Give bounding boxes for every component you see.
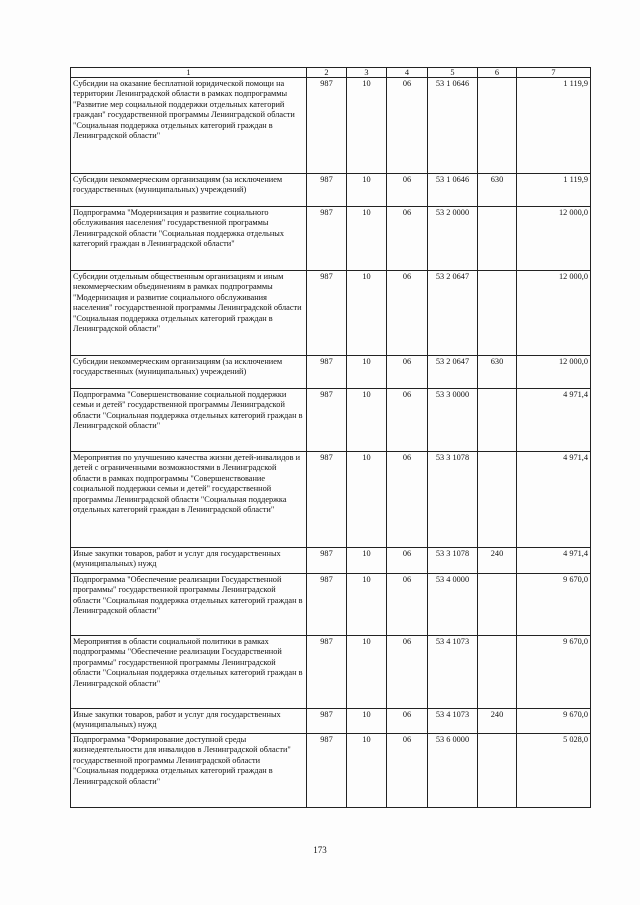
row-subsection-code: 06 <box>387 548 428 574</box>
table-row <box>71 452 591 548</box>
table-row <box>71 574 591 636</box>
row-target-article: 53 2 0647 <box>428 356 478 389</box>
row-description: Подпрограмма "Модернизация и развитие социального обслуживания населения" государственной программы Ленинградской области "Социальная поддержка отдельных категорий граждан в Ленинградской области" <box>71 207 307 271</box>
row-section-code: 10 <box>347 174 387 207</box>
row-amount: 1 119,9 <box>517 174 591 207</box>
row-expense-type <box>478 78 517 174</box>
row-target-article: 53 3 0000 <box>428 389 478 452</box>
row-amount: 4 971,4 <box>517 548 591 574</box>
row-section-code: 10 <box>347 356 387 389</box>
header-col-5: 5 <box>428 68 478 78</box>
row-description: Субсидии отдельным общественным организациям и иным некоммерческим объединениям в рамках подпрограммы "Модернизация и развитие социального обслуживания населения" государственной программы Ленинградской области "Социальная поддержка отдельных категорий граждан в Ленинградской области" <box>71 271 307 356</box>
row-section-code: 10 <box>347 207 387 271</box>
table-row <box>71 548 591 574</box>
row-amount: 9 670,0 <box>517 636 591 709</box>
budget-table <box>70 67 591 808</box>
table-row <box>71 709 591 734</box>
row-ministry-code: 987 <box>307 734 347 808</box>
row-expense-type <box>478 574 517 636</box>
row-description: Подпрограмма "Совершенствование социальной поддержки семьи и детей" государственной программы Ленинградской области "Социальная поддержка отдельных категорий граждан в Ленинградской области" <box>71 389 307 452</box>
row-ministry-code: 987 <box>307 574 347 636</box>
header-col-3: 3 <box>347 68 387 78</box>
row-ministry-code: 987 <box>307 452 347 548</box>
row-expense-type: 240 <box>478 548 517 574</box>
row-description: Субсидии некоммерческим организациям (за исключением государственных (муниципальных) учреждений) <box>71 174 307 207</box>
row-target-article: 53 4 1073 <box>428 709 478 734</box>
table-row <box>71 734 591 808</box>
row-expense-type <box>478 207 517 271</box>
row-expense-type: 240 <box>478 709 517 734</box>
row-description: Иные закупки товаров, работ и услуг для государственных (муниципальных) нужд <box>71 548 307 574</box>
row-expense-type <box>478 271 517 356</box>
row-section-code: 10 <box>347 78 387 174</box>
header-col-4: 4 <box>387 68 428 78</box>
header-col-1: 1 <box>71 68 307 78</box>
row-description: Мероприятия по улучшению качества жизни детей-инвалидов и детей с ограниченными возможностями в Ленинградской области в рамках подпрограммы "Совершенствование социальной поддержки семьи и детей" государственной программы Ленинградской области "Социальная поддержка отдельных категорий граждан в Ленинградской области" <box>71 452 307 548</box>
row-subsection-code: 06 <box>387 574 428 636</box>
row-target-article: 53 4 1073 <box>428 636 478 709</box>
row-amount: 4 971,4 <box>517 389 591 452</box>
row-description: Субсидии некоммерческим организациям (за исключением государственных (муниципальных) учреждений) <box>71 356 307 389</box>
row-amount: 9 670,0 <box>517 574 591 636</box>
row-expense-type <box>478 452 517 548</box>
row-subsection-code: 06 <box>387 636 428 709</box>
row-expense-type <box>478 636 517 709</box>
row-expense-type: 630 <box>478 174 517 207</box>
row-amount: 1 119,9 <box>517 78 591 174</box>
row-expense-type <box>478 389 517 452</box>
row-description: Подпрограмма "Обеспечение реализации Государственной программы" государственной программы Ленинградской области "Социальная поддержка отдельных категорий граждан в Ленинградской области" <box>71 574 307 636</box>
row-target-article: 53 4 0000 <box>428 574 478 636</box>
row-target-article: 53 2 0647 <box>428 271 478 356</box>
row-target-article: 53 1 0646 <box>428 174 478 207</box>
row-section-code: 10 <box>347 271 387 356</box>
row-ministry-code: 987 <box>307 636 347 709</box>
row-amount: 4 971,4 <box>517 452 591 548</box>
row-ministry-code: 987 <box>307 389 347 452</box>
row-ministry-code: 987 <box>307 709 347 734</box>
row-subsection-code: 06 <box>387 389 428 452</box>
table-row <box>71 207 591 271</box>
row-target-article: 53 2 0000 <box>428 207 478 271</box>
row-amount: 12 000,0 <box>517 271 591 356</box>
row-section-code: 10 <box>347 452 387 548</box>
row-section-code: 10 <box>347 574 387 636</box>
row-subsection-code: 06 <box>387 734 428 808</box>
row-description: Иные закупки товаров, работ и услуг для государственных (муниципальных) нужд <box>71 709 307 734</box>
table-row <box>71 389 591 452</box>
row-amount: 12 000,0 <box>517 356 591 389</box>
row-ministry-code: 987 <box>307 356 347 389</box>
page-number: 173 <box>313 845 327 855</box>
row-ministry-code: 987 <box>307 271 347 356</box>
row-subsection-code: 06 <box>387 356 428 389</box>
row-section-code: 10 <box>347 548 387 574</box>
row-target-article: 53 6 0000 <box>428 734 478 808</box>
table-row <box>71 174 591 207</box>
row-target-article: 53 3 1078 <box>428 548 478 574</box>
row-subsection-code: 06 <box>387 452 428 548</box>
row-ministry-code: 987 <box>307 174 347 207</box>
row-section-code: 10 <box>347 709 387 734</box>
row-section-code: 10 <box>347 389 387 452</box>
row-section-code: 10 <box>347 636 387 709</box>
row-ministry-code: 987 <box>307 548 347 574</box>
row-subsection-code: 06 <box>387 174 428 207</box>
table-row <box>71 636 591 709</box>
table-row <box>71 271 591 356</box>
row-expense-type <box>478 734 517 808</box>
header-col-2: 2 <box>307 68 347 78</box>
row-subsection-code: 06 <box>387 78 428 174</box>
row-ministry-code: 987 <box>307 78 347 174</box>
row-description: Субсидии на оказание бесплатной юридической помощи на территории Ленинградской области в рамках подпрограммы "Развитие мер социальной поддержки отдельных категорий граждан" государственной программы Ленинградской области "Социальная поддержка отдельных категорий граждан в Ленинградской области" <box>71 78 307 174</box>
header-col-6: 6 <box>478 68 517 78</box>
row-amount: 5 028,0 <box>517 734 591 808</box>
row-target-article: 53 1 0646 <box>428 78 478 174</box>
row-amount: 12 000,0 <box>517 207 591 271</box>
row-section-code: 10 <box>347 734 387 808</box>
header-col-7: 7 <box>517 68 591 78</box>
row-amount: 9 670,0 <box>517 709 591 734</box>
row-subsection-code: 06 <box>387 271 428 356</box>
table-row <box>71 356 591 389</box>
row-description: Подпрограмма "Формирование доступной среды жизнедеятельности для инвалидов в Ленинградской области" государственной программы Ленинградской области "Социальная поддержка отдельных категорий граждан в Ленинградской области" <box>71 734 307 808</box>
header-row <box>71 68 591 78</box>
row-description: Мероприятия в области социальной политики в рамках подпрограммы "Обеспечение реализации Государственной программы" государственной программы Ленинградской области "Социальная поддержка отдельных категорий граждан в Ленинградской области" <box>71 636 307 709</box>
table-row <box>71 78 591 174</box>
row-target-article: 53 3 1078 <box>428 452 478 548</box>
row-subsection-code: 06 <box>387 207 428 271</box>
row-subsection-code: 06 <box>387 709 428 734</box>
row-ministry-code: 987 <box>307 207 347 271</box>
row-expense-type: 630 <box>478 356 517 389</box>
